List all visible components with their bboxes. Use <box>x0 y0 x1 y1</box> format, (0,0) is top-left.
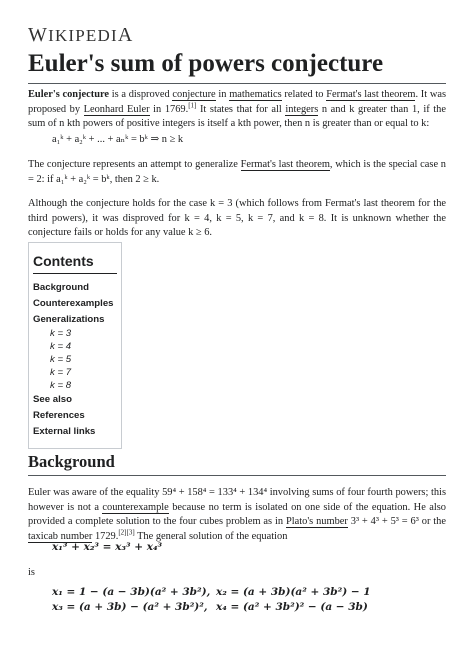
reference-2-3[interactable]: [2][3] <box>118 528 135 537</box>
page-title: Euler's sum of powers conjecture <box>28 49 446 84</box>
link-conjecture[interactable]: conjecture <box>172 89 216 100</box>
intro-text-7: n and k greater than 1, if the sum of n kth powers of positive integers is itself a kth power, then n is greater than or equal to k: <box>28 103 446 130</box>
link-integers[interactable]: integers <box>285 103 319 115</box>
link-fermats-last-theorem-2[interactable]: Fermat's last theorem <box>240 159 330 170</box>
solution-x4: x₄ = (a² + 3b²)² − (a − 3b) <box>216 601 368 613</box>
logo-letter-a: A <box>117 24 134 46</box>
solution-x2: x₂ = (a + 3b)(a² + 3b²) − 1 <box>216 586 371 598</box>
para2-text-2: , which is the special case n = 2: if a₁ᵏ + a₂ᵏ = bᵏ, then 2 ≥ k. <box>28 159 447 185</box>
background-paragraph <box>28 486 446 544</box>
solution-x3: x₃ = (a + 3b) − (a² + 3b²)², <box>52 601 208 613</box>
intro-text-6: It states that for all <box>196 103 286 115</box>
bg-text-3: 3³ + 4³ + 5³ = 6³ or the <box>347 516 446 528</box>
cubes-equation: x₁³ + x₂³ = x₃³ + x₄³ <box>52 541 163 553</box>
toc-subitem-k5[interactable]: k = 5 <box>50 354 72 366</box>
table-of-contents <box>28 242 122 449</box>
link-leonhard-euler[interactable]: Leonhard Euler <box>83 103 150 115</box>
intro-text-4: . It was proposed by <box>28 89 447 115</box>
wikipedia-logo[interactable] <box>28 24 134 47</box>
intro-bold-term: Euler's conjecture <box>28 89 110 100</box>
bg-text-5: The general solution of the equation <box>134 530 288 542</box>
link-platos-number[interactable]: Plato's number <box>285 516 348 528</box>
toc-subitem-k3[interactable]: k = 3 <box>50 328 72 340</box>
second-paragraph <box>28 158 446 187</box>
intro-text-3: related to <box>281 89 327 100</box>
toc-subitem-k7[interactable]: k = 7 <box>50 367 72 379</box>
reference-1[interactable]: [1] <box>188 101 197 110</box>
intro-text-5: in 1769. <box>149 103 189 115</box>
main-equation: a₁ᵏ + a₂ᵏ + ... + aₙᵏ = bᵏ ⇒ n ≥ k <box>52 134 184 145</box>
intro-paragraph <box>28 88 446 132</box>
logo-letters: IKIPEDI <box>48 26 118 45</box>
link-fermats-last-theorem[interactable]: Fermat's last theorem <box>326 89 416 100</box>
bg-text-4: 1729. <box>92 530 119 542</box>
toc-item-references[interactable]: References <box>33 410 85 422</box>
link-mathematics[interactable]: mathematics <box>229 89 282 100</box>
toc-item-background[interactable]: Background <box>33 282 89 293</box>
bg-text-1: Euler was aware of the equality 59⁴ + 158⁴ = 133⁴ + 134⁴ involving sums of four fourth powers; this however is not a <box>28 487 446 513</box>
toc-subitem-k4[interactable]: k = 4 <box>50 341 72 353</box>
bg-text-2: because no term is isolated on one side of the equation. He also provided a complete solution to the four cubes problem as in <box>28 501 446 528</box>
toc-item-generalizations[interactable]: Generalizations <box>33 313 105 325</box>
section-heading-background: Background <box>28 452 446 476</box>
toc-title: Contents <box>33 249 117 274</box>
link-counterexample[interactable]: counterexample <box>102 501 169 513</box>
intro-text-2: in <box>215 89 230 100</box>
logo-letter-w: W <box>28 24 49 46</box>
toc-subitem-k8[interactable]: k = 8 <box>50 380 72 392</box>
toc-item-external-links[interactable]: External links <box>33 425 96 437</box>
toc-item-see-also[interactable]: See also <box>33 394 72 406</box>
is-label: is <box>28 567 35 578</box>
para2-text-1: The conjecture represents an attempt to generalize <box>28 159 241 170</box>
link-taxicab-number[interactable]: taxicab number <box>28 530 93 542</box>
toc-item-counterexamples[interactable]: Counterexamples <box>33 297 114 309</box>
solution-x1: x₁ = 1 − (a − 3b)(a² + 3b²), <box>52 586 211 598</box>
intro-text-1: is a disproved <box>109 89 173 100</box>
third-paragraph: Although the conjecture holds for the case k = 3 (which follows from Fermat's last theorem for the third powers), it was disproved for k = 4, k = 5, k = 7, and k = 8. It is unknown whether the conjecture fails or holds for any value k ≥ 6. <box>28 198 446 239</box>
